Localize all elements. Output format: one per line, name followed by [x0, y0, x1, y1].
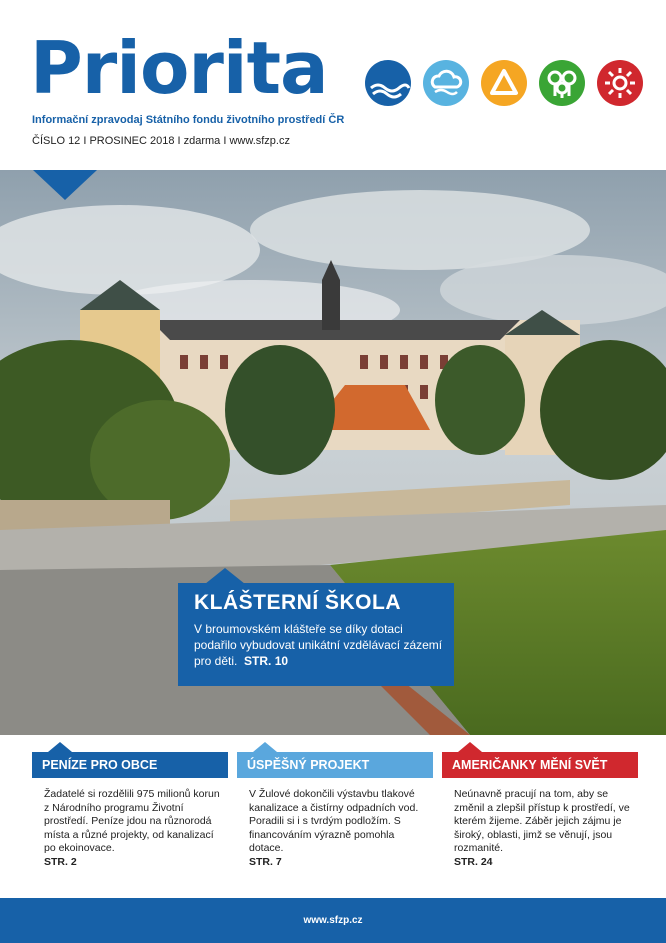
footer-bar [0, 898, 666, 943]
heading-tab [48, 742, 72, 752]
recycle-triangle-icon [481, 60, 527, 106]
theme-icons [365, 60, 643, 106]
logo-title: Priorita [30, 26, 328, 110]
feature-tab-marker [205, 568, 245, 584]
issue-line: ČÍSLO 12 I PROSINEC 2018 I zdarma I www.sfzp.cz [32, 135, 290, 147]
column-text: V Žulové dokončili výstavbu tlakové kanalizace a čistírny odpadních vod. Poradili si i s tvrdým podložím. S financováním výrazně pomohla dotace. [249, 788, 419, 854]
feature-title: KLÁŠTERNÍ ŠKOLA [194, 591, 401, 614]
column-successful-project[interactable] [237, 752, 433, 868]
column-heading-label: AMERIČANKY MĚNÍ SVĚT [452, 758, 608, 772]
column-page-ref: STR. 24 [454, 855, 493, 868]
column-heading [32, 752, 228, 778]
heading-tab [458, 742, 482, 752]
feature-box[interactable] [178, 583, 454, 686]
feature-description: V broumovském klášteře se díky dotaci podařilo vybudovat unikátní vzdělávací zázemí pro děti. [194, 622, 443, 668]
water-icon [365, 60, 411, 106]
column-heading-label: PENÍZE PRO OBCE [42, 758, 158, 772]
column-heading-label: ÚSPĚŠNÝ PROJEKT [247, 758, 370, 772]
column-text: Neúnavně pracují na tom, aby se změnil a zlepšil přístup k prostředí, ve kterém žijeme. Záběr jejich zájmu je široký, oblasti, jimž se věnují, jsou rozmanité. [454, 788, 630, 854]
column-page-ref: STR. 7 [249, 855, 282, 868]
sun-icon [597, 60, 643, 106]
column-heading [442, 752, 638, 778]
column-american-women[interactable] [442, 752, 638, 868]
heading-tab [253, 742, 277, 752]
column-heading [237, 752, 433, 778]
column-money-for-towns[interactable] [32, 752, 228, 868]
column-page-ref: STR. 2 [44, 855, 77, 868]
cloud-icon [423, 60, 469, 106]
feature-page-ref: STR. 10 [244, 654, 289, 668]
feature-text [194, 621, 446, 669]
trees-icon [539, 60, 585, 106]
subtitle: Informační zpravodaj Státního fondu životního prostředí ČR [32, 114, 345, 126]
footer-url[interactable]: www.sfzp.cz [303, 915, 363, 926]
masthead [0, 0, 666, 170]
column-text: Žadatelé si rozdělili 975 milionů korun z Národního programu Životní prostředí. Peníze jdou na různorodá místa a různé projekty, od kanalizací po ekoinovace. [44, 788, 220, 854]
